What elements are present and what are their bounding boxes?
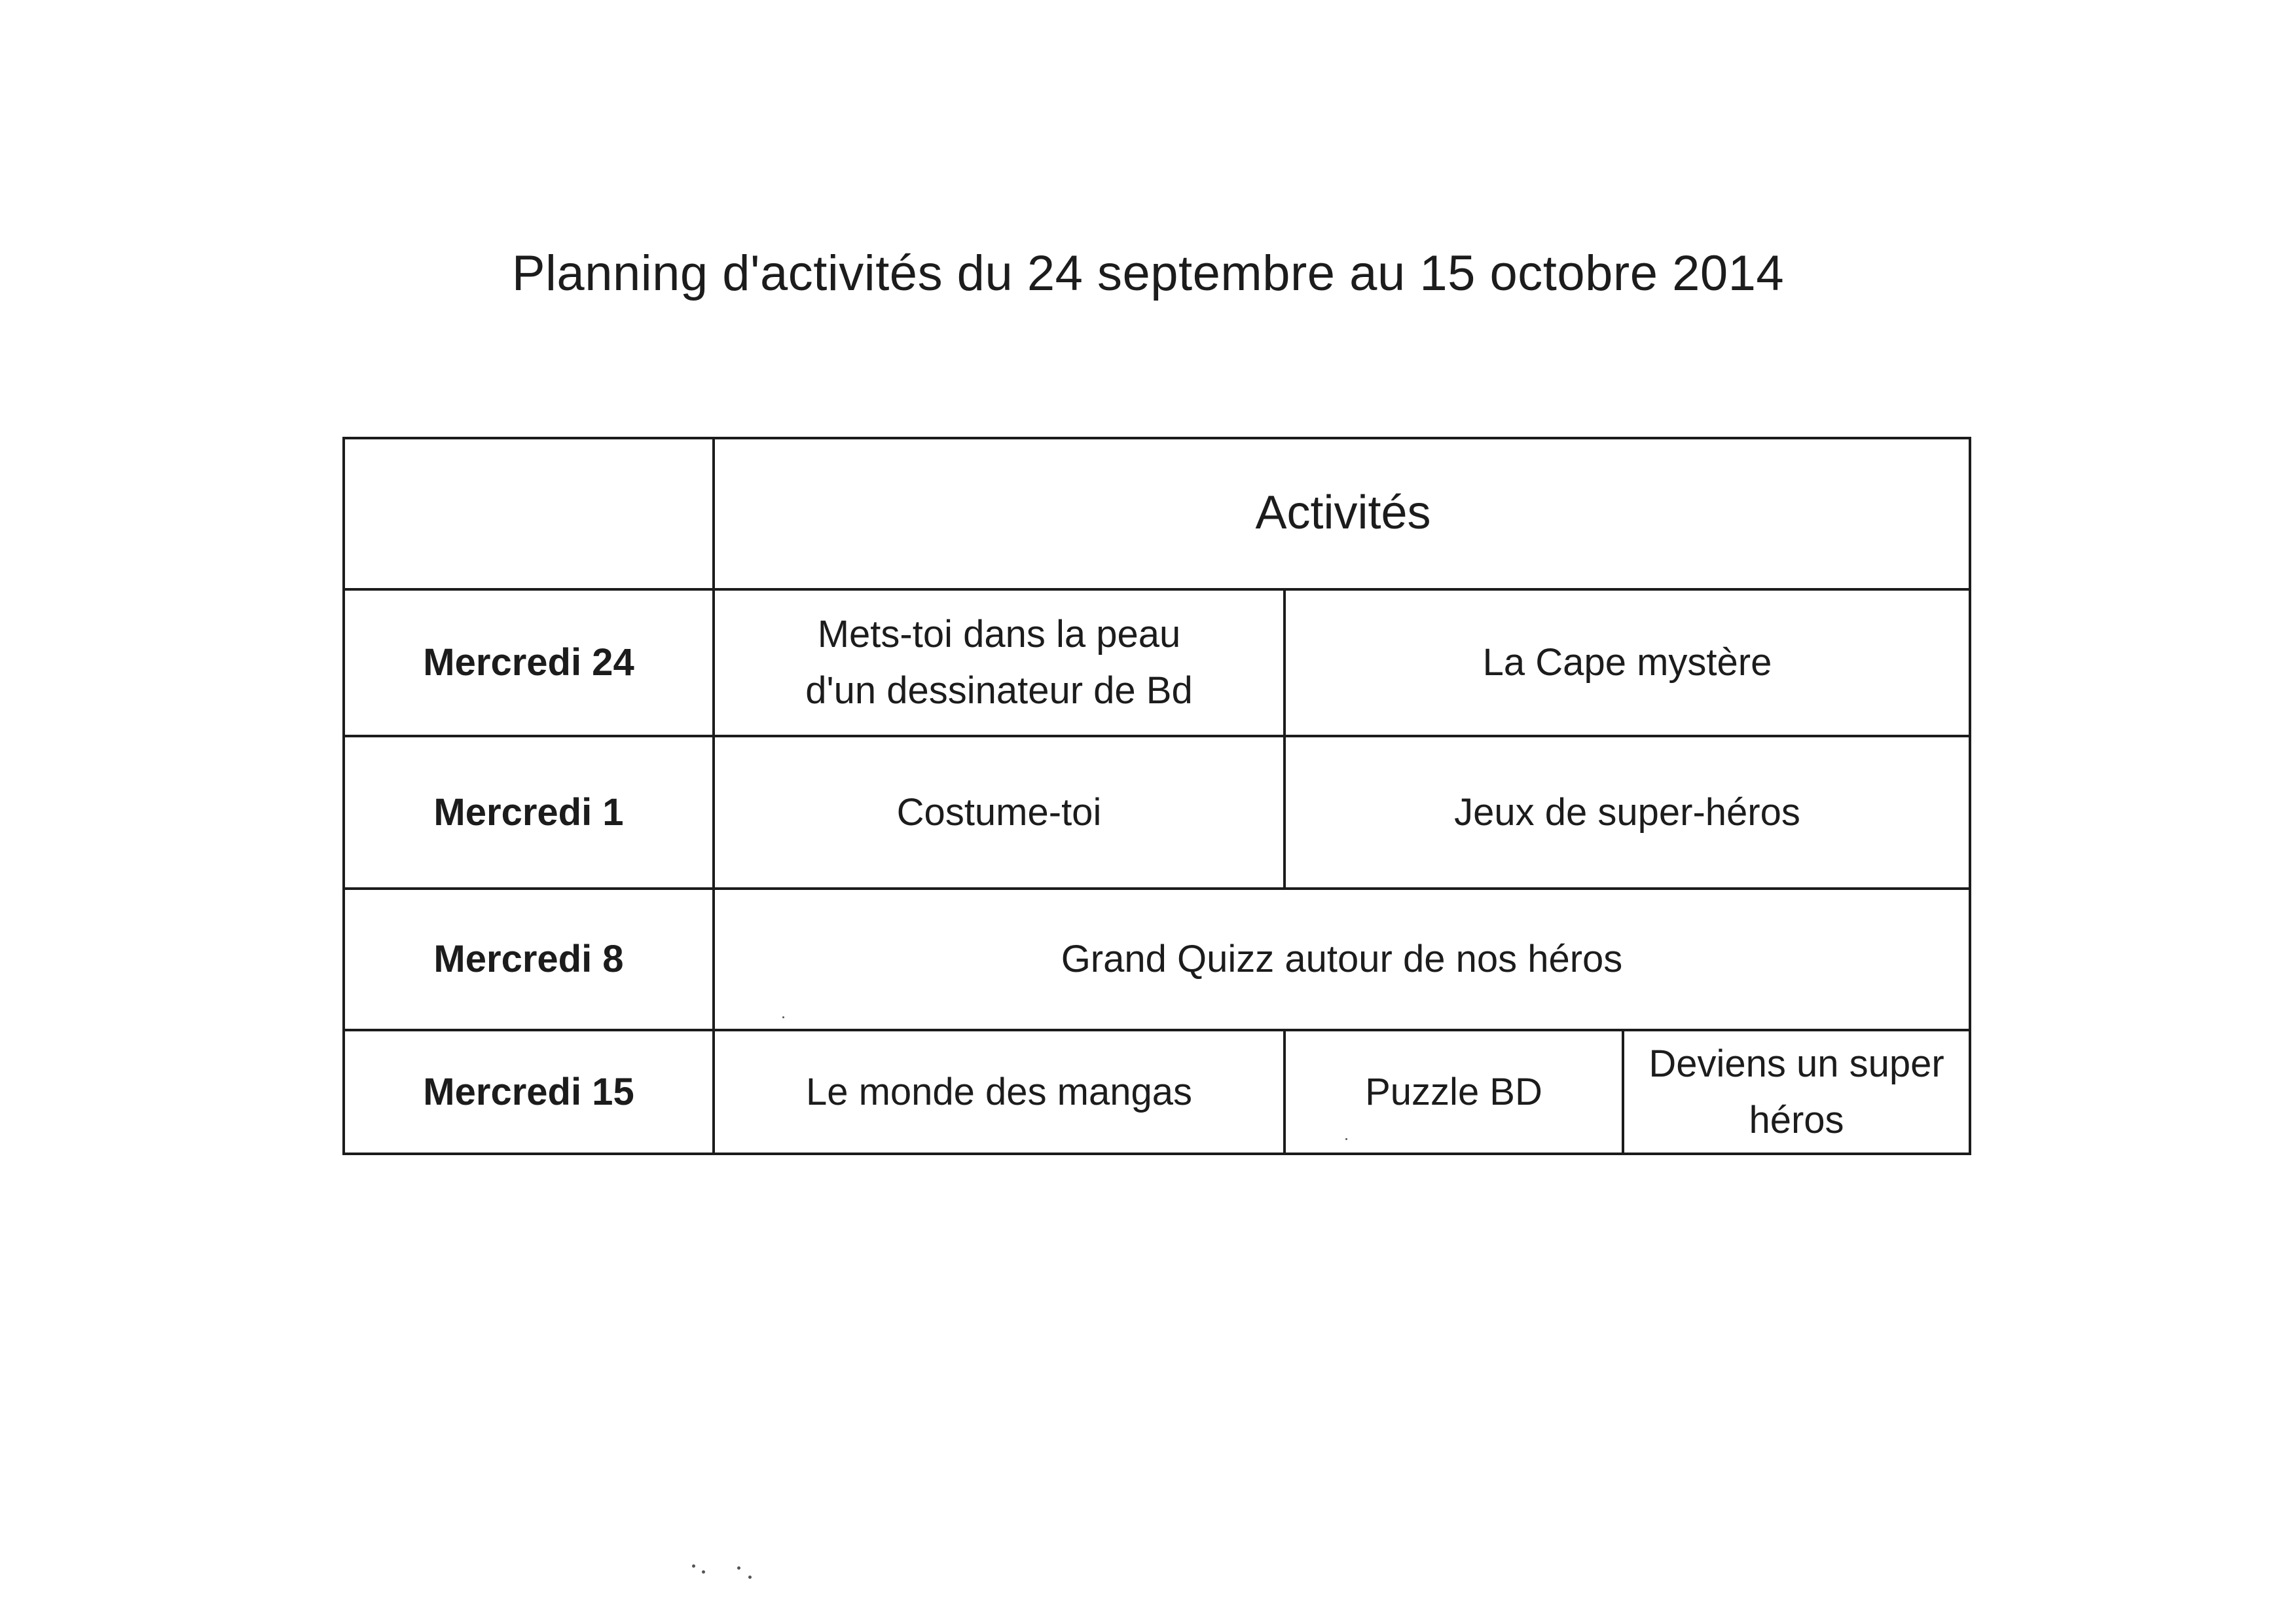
scan-speck: [1345, 1138, 1347, 1140]
activity-cell: Grand Quizz autour de nos héros: [1061, 938, 1623, 980]
scan-speck: [702, 1570, 705, 1574]
activity-cell: Jeux de super-héros: [1454, 790, 1800, 834]
day-label: Mercredi 8: [433, 938, 624, 980]
table-header-corner: [342, 437, 715, 591]
activity-cell: Mets-toi dans la peau d'un dessinateur de Bd: [805, 613, 1193, 712]
activity-cell: Costume-toi: [896, 790, 1102, 834]
scan-speck: [748, 1576, 752, 1579]
scan-speck: [737, 1566, 740, 1570]
table-border-bottom: [342, 1153, 1971, 1155]
activity-cell: Puzzle BD: [1365, 1070, 1542, 1113]
day-label: Mercredi 1: [433, 790, 624, 834]
day-label: Mercredi 24: [423, 641, 634, 684]
table-header-activities: Activités: [1255, 486, 1431, 539]
scan-speck: [782, 1016, 784, 1018]
scan-speck: [692, 1564, 695, 1568]
activities-table: [342, 437, 1971, 1155]
activity-cell: La Cape mystère: [1482, 641, 1772, 684]
day-label: Mercredi 15: [423, 1070, 634, 1113]
page-title: Planning d'activités du 24 septembre au 15 octobre 2014: [511, 246, 1785, 301]
activity-cell: Deviens un super héros: [1649, 1042, 1944, 1141]
activity-cell: Le monde des mangas: [805, 1070, 1193, 1113]
